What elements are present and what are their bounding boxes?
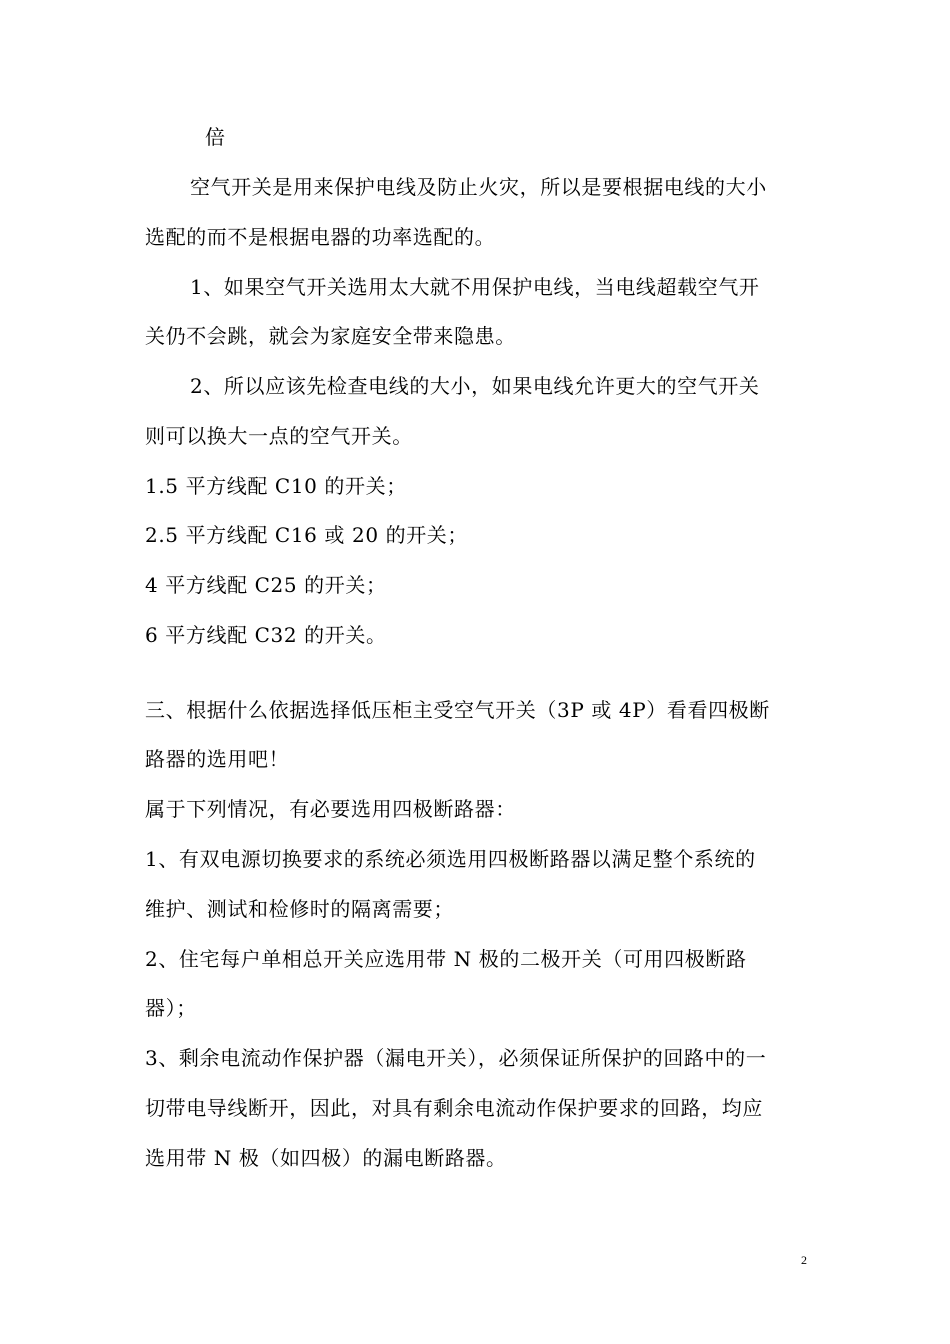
paragraph-line: 属于下列情况，有必要选用四极断路器：	[145, 797, 516, 821]
list-item-line: 选用带 N 极（如四极）的漏电断路器。	[145, 1146, 507, 1170]
paragraph-line: 1、如果空气开关选用太大就不用保护电线，当电线超载空气开	[190, 275, 760, 299]
section-heading-line: 三、根据什么依据选择低压柜主受空气开关（3P 或 4P）看看四极断	[145, 698, 770, 722]
list-item-line: 切带电导线断开，因此，对具有剩余电流动作保护要求的回路，均应	[145, 1096, 763, 1120]
paragraph-line: 选配的而不是根据电器的功率选配的。	[145, 225, 496, 249]
wire-rule-line: 1.5 平方线配 C10 的开关；	[145, 474, 407, 498]
section-heading-line: 路器的选用吧！	[145, 747, 290, 771]
page-number: 2	[801, 1253, 807, 1267]
list-item-line: 1、有双电源切换要求的系统必须选用四极断路器以满足整个系统的	[145, 847, 756, 871]
list-item-line: 维护、测试和检修时的隔离需要；	[145, 897, 454, 921]
wire-rule-line: 6 平方线配 C32 的开关。	[145, 623, 387, 647]
paragraph-line: 则可以换大一点的空气开关。	[145, 424, 413, 448]
text-line: 倍	[205, 125, 226, 149]
wire-rule-line: 2.5 平方线配 C16 或 20 的开关；	[145, 523, 468, 547]
wire-rule-line: 4 平方线配 C25 的开关；	[145, 573, 387, 597]
list-item-line: 器）；	[145, 996, 197, 1020]
list-item-line: 2、住宅每户单相总开关应选用带 N 极的二极开关（可用四极断路	[145, 947, 747, 971]
paragraph-line: 关仍不会跳，就会为家庭安全带来隐患。	[145, 324, 516, 348]
paragraph-line: 2、所以应该先检查电线的大小，如果电线允许更大的空气开关	[190, 374, 760, 398]
list-item-line: 3、剩余电流动作保护器（漏电开关），必须保证所保护的回路中的一	[145, 1046, 767, 1070]
paragraph-line: 空气开关是用来保护电线及防止火灾，所以是要根据电线的大小	[190, 175, 767, 199]
